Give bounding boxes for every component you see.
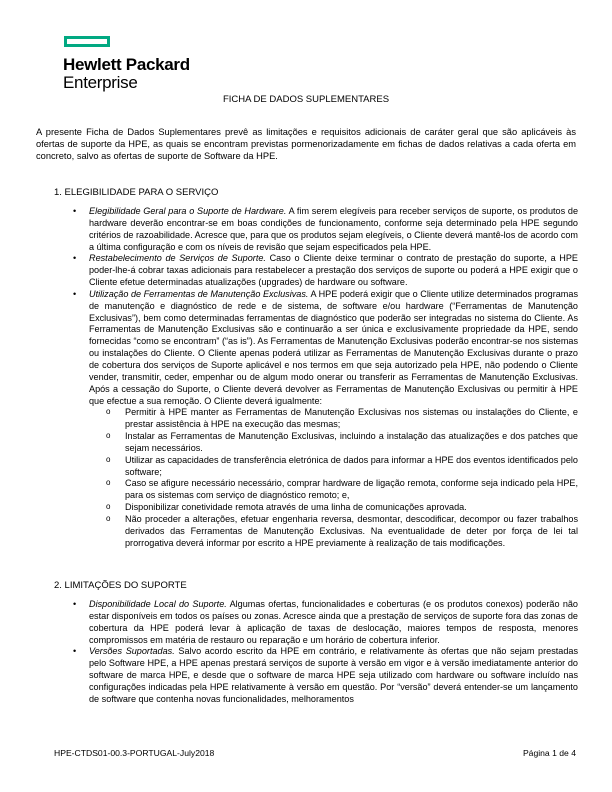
hpe-logo	[63, 56, 190, 92]
logo-line2: Enterprise	[63, 73, 138, 92]
item-lead: Utilização de Ferramentas de Manutenção Exclusivas.	[89, 288, 309, 299]
list-item	[72, 646, 578, 705]
item-text: Algumas ofertas, funcionalidades e coberturas (e os produtos conexos) poderão não estar disponíveis em todos os países ou zonas. Acresce ainda que a prestação de serviços de suporte fora das zonas de cobertura da HPE poderá levar à aplicação de taxas de deslocação, maiores tempos de resposta, menores compromissos em matéria de restauro ou reparação e um horário de cobertura inferior.	[89, 599, 578, 645]
section-2-heading: 2. LIMITAÇÕES DO SUPORTE	[54, 580, 187, 591]
item-text: Salvo acordo escrito da HPE em contrário, e relativamente às ofertas que não sejam prestadas pelo Software HPE, a HPE apenas prestará serviços de suporte à versão em vigor e à versão imediatamente anterior do software de marca HPE, e desde que o software de marca HPE seja utilizado com hardware ou software incluído nas configurações indicadas pela HPE relativamente à versão em questão. Por “versão” deverá entender-se um lançamento de software que contenha novas funcionalidades, melhoramentos	[89, 646, 578, 704]
item-text: Caso o Cliente deixe terminar o contrato de prestação do suporte, a HPE poder-lhe-á cobrar taxas adicionais para restabelecer a prestação dos serviços de suporte ou poderá a HPE exigir que o Cliente efetue determinadas atualizações (upgrades) de hardware ou software.	[89, 253, 578, 288]
item-text: A fim serem elegíveis para receber serviços de suporte, os produtos de hardware deverão encontrar-se em boas condições de funcionamento, conforme seja determinado pela HPE segundo critérios de razoabilidade. Acresce que, para que os produtos sejam elegíveis, o Cliente deverá mantê-los de acordo com a última configuração e com os níveis de revisão que sejam especificados pela HPE.	[89, 206, 578, 252]
item-lead: Disponibilidade Local do Suporte.	[89, 599, 227, 609]
list-item	[72, 253, 578, 289]
footer-page-number: Página 1 de 4	[522, 748, 576, 758]
footer-doc-id: HPE-CTDS01-00.3-PORTUGAL-July2018	[54, 748, 215, 758]
sub-list-item: o Utilizar as capacidades de transferência eletrónica de dados para informar a HPE dos eventos identificados pelo software;	[106, 455, 578, 479]
document-title: FICHA DE DADOS SUPLEMENTARES	[222, 94, 390, 105]
sub-list	[89, 407, 578, 549]
sub-list-item: o Não proceder a alterações, efetuar engenharia reversa, desmontar, descodificar, decompor ou fazer trabalhos derivados das Ferramentas de Manutenção Exclusivas. Na eventualidade de deter por força de lei tal prorrogativa deverá informar por escrito a HPE previamente à realização de tais modificações.	[106, 514, 578, 550]
item-lead: Versões Suportadas.	[89, 646, 175, 657]
list-item	[72, 289, 578, 550]
logo-line1: Hewlett Packard	[63, 55, 190, 74]
sub-list-item: o Disponibilizar conetividade remota através de uma linha de comunicações aprovada.	[106, 502, 578, 514]
item-lead: Restabelecimento de Serviços de Suporte.	[89, 253, 266, 264]
hpe-logo-bar	[64, 36, 110, 47]
section-1-list	[72, 206, 578, 549]
list-item	[72, 599, 578, 646]
section-2-list	[72, 599, 578, 706]
section-1-heading: 1. ELEGIBILIDADE PARA O SERVIÇO	[54, 187, 219, 198]
item-text: A HPE poderá exigir que o Cliente utilize determinados programas de manutenção e diagnóstico de rede e de sistema, de software e/ou hardware (“Ferramentas de Manutenção Exclusivas”), bem como determinadas ferramentas de diagnóstico que poderão ser integradas no sistema do Cliente. As Ferramentas de Manutenção Exclusivas são e continuarão a ser única e exclusivamente propriedade da HPE, sendo fornecidas “como se encontram” (“as is”). As Ferramentas de Manutenção Exclusivas poderão encontrar-se nos sistemas ou instalações do Cliente. O Cliente apenas poderá utilizar as Ferramentas de Manutenção Exclusivas durante o prazo de cobertura dos serviços de Suporte aplicável e nos termos em que seja autorizado pela HPE, não podendo o Cliente vender, transmitir, ceder, empenhar ou de algum modo onerar ou transferir as Ferramentas de Manutenção Exclusivas. Após a cessação do Suporte, o Cliente deverá devolver as Ferramentas de Manutenção Exclusivas ou permitir à HPE que efectue a sua remoção. O Cliente deverá igualmente:	[89, 288, 578, 406]
sub-list-item: o Caso se afigure necessário necessário, comprar hardware de ligação remota, conforme seja indicado pela HPE, para os sistemas com serviço de diagnóstico remoto; e,	[106, 478, 578, 502]
sub-list-item: o Instalar as Ferramentas de Manutenção Exclusivas, incluindo a instalação das atualizações e dos patches que sejam necessários.	[106, 431, 578, 455]
intro-paragraph: A presente Ficha de Dados Suplementares prevê as limitações e requisitos adicionais de caráter geral que são aplicáveis às ofertas de suporte da HPE, as quais se encontram previstas pormenorizadamente em fichas de dados relativas a cada oferta em concreto, salvo as ofertas de suporte de Software da HPE.	[36, 127, 576, 162]
sub-list-item: o Permitir à HPE manter as Ferramentas de Manutenção Exclusivas nos sistemas ou instalações do Cliente, e prestar assistência à HPE na execução das mesmas;	[106, 407, 578, 431]
list-item	[72, 206, 578, 253]
item-lead: Elegibilidade Geral para o Suporte de Hardware.	[89, 206, 287, 216]
